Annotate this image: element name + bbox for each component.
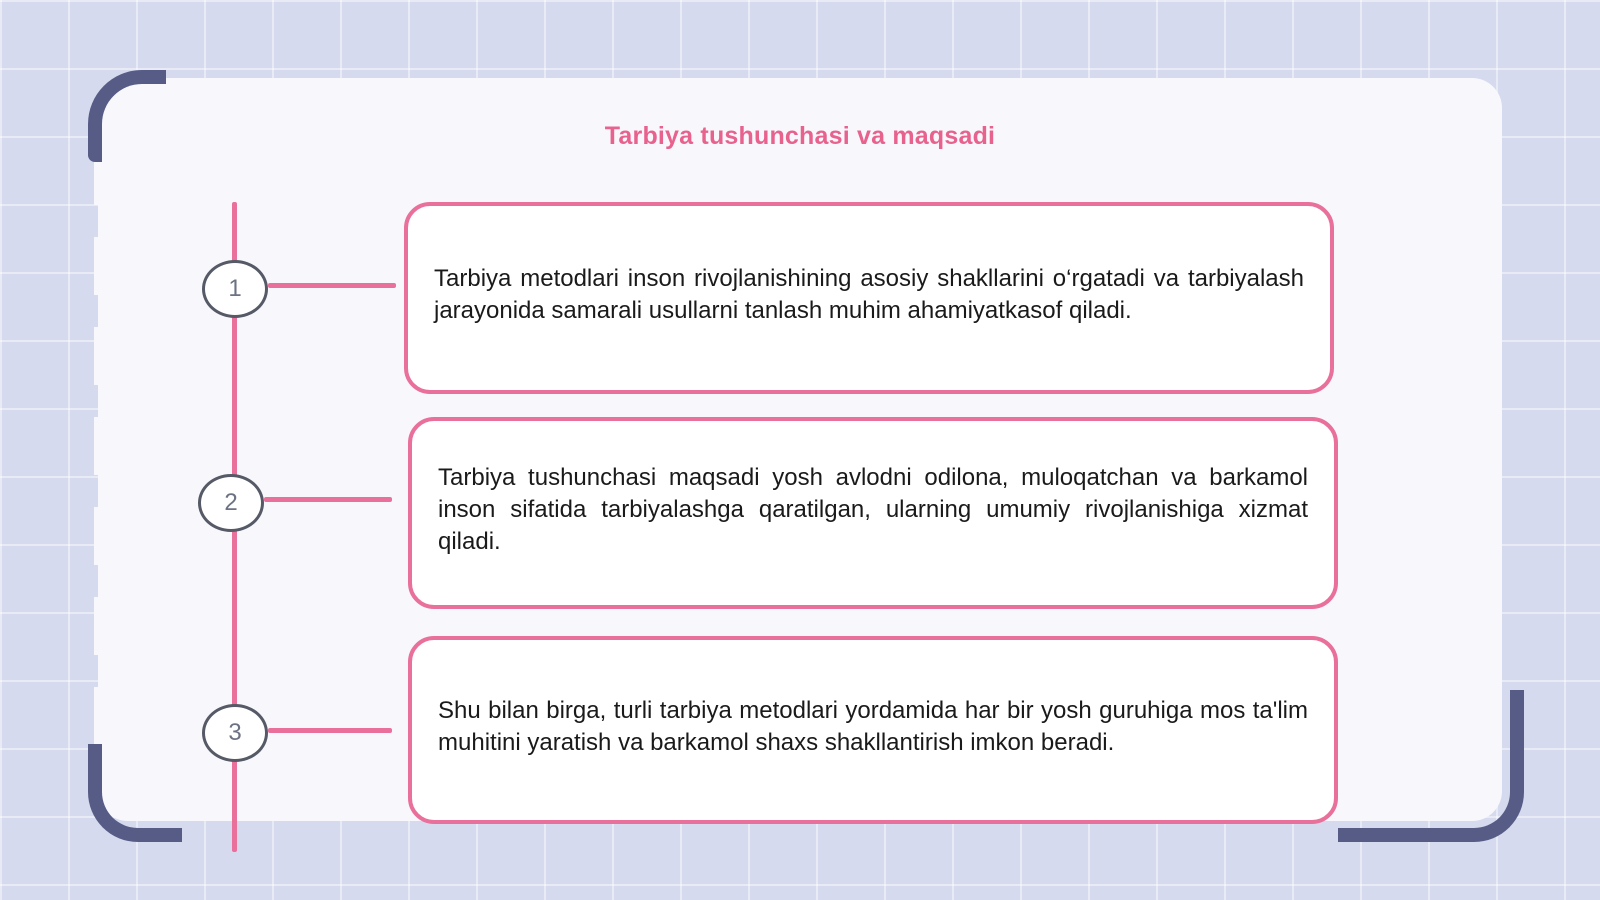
step-number-badge <box>202 704 268 762</box>
step-text: Shu bilan birga, turli tarbiya metodlari yordamida har bir yosh guruhiga mos ta'lim muhitini yaratish va barkamol shaxs shakllantirish imkon beradi. <box>438 697 1308 756</box>
step-text-box <box>408 636 1338 824</box>
slide-title: Tarbiya tushunchasi va maqsadi <box>604 122 996 150</box>
step-connector <box>264 497 392 502</box>
step-text: Tarbiya metodlari inson rivojlanishining asosiy shakllarini o‘rgatadi va tarbiyalash jarayonida samarali usullarni tanlash muhim ahamiyatkasof qiladi. <box>434 265 1304 324</box>
step-connector <box>268 283 396 288</box>
step-number: 2 <box>224 489 238 516</box>
step-number: 1 <box>228 275 242 302</box>
frame-corner-bottom-left <box>88 744 182 842</box>
step-number-badge <box>198 474 264 532</box>
step-text: Tarbiya tushunchasi maqsadi yosh avlodni odilona, muloqatchan va barkamol inson sifatida tarbiyalashga qaratilgan, ularning umumiy rivojlanishiga xizmat qiladi. <box>438 464 1308 555</box>
step-number-badge <box>202 260 268 318</box>
step-text-box <box>408 417 1338 609</box>
step-number: 3 <box>228 719 242 746</box>
step-connector <box>268 728 392 733</box>
step-text-box <box>404 202 1334 394</box>
frame-corner-bottom-right <box>1338 690 1524 842</box>
